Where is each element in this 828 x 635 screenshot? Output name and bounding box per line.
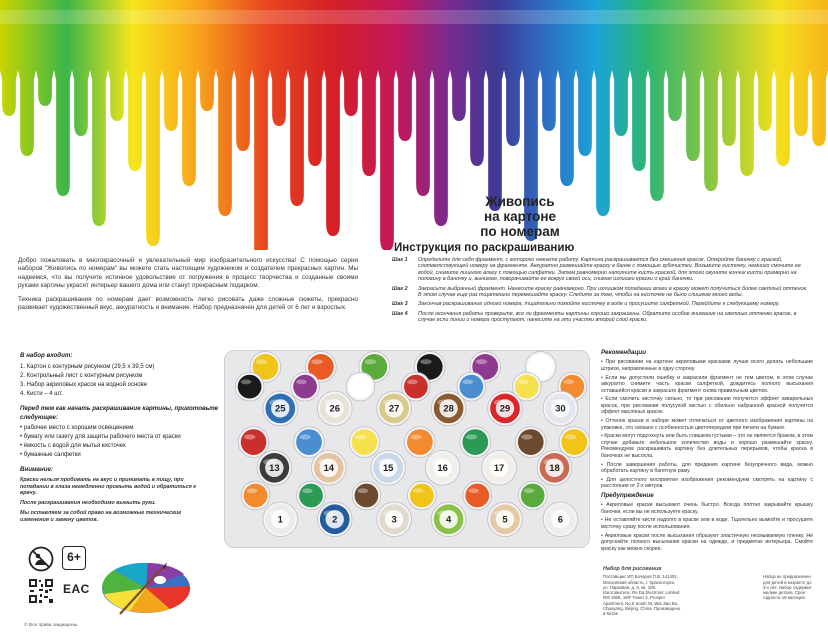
title-line-2: на картоне [483, 209, 557, 224]
age-mark: 6+ [62, 546, 86, 570]
step-text: Закрасьте выбранный фрагмент. Нанесите краску равномерно. При излишком попадании влаги в краску может получиться более светлый оттенок. В этом случае еще раз тщательно перемешайте краску. Следите за тем, чтобы на кисточке не было слишком много воды. [418, 285, 808, 299]
paint-number: 13 [269, 462, 280, 474]
paint-pot-middle [460, 427, 491, 458]
recommendation-item: • Для целостного восприятия изображения рекомендуем смотреть на картину с расстояния от 2-х метров. [601, 477, 813, 490]
step-3 [392, 301, 810, 307]
title-line-1: Живопись [485, 194, 555, 209]
copyright-text: © Все права защищены. [24, 623, 79, 628]
caution-title: Предупреждение [601, 491, 654, 499]
caution-item: • Акриловые краски после высыхания образуют эластичную несмываемую пленку. Не допускайте полного высыхания краски на одежде, и предметах интерьера. Смойте краску как можно скорее. [601, 533, 813, 552]
recommendations-title: Рекомендации [601, 349, 646, 356]
kit-item: 1. Картон с контурным рисунком (29,5 х 39,5 см) [20, 364, 155, 370]
intro-text [18, 257, 358, 317]
step-2 [392, 286, 810, 299]
prep-item: • бумагу или газету для защиты рабочего места от краски [20, 433, 220, 442]
paint-pot-middle [238, 427, 269, 458]
no-small-children-icon [28, 546, 54, 572]
preparation [20, 404, 220, 460]
paint-number: 17 [493, 462, 505, 474]
recommendations [601, 350, 813, 554]
prep-item: • ёмкость с водой для мытья кисточек [20, 442, 220, 451]
paint-number: 15 [382, 462, 394, 474]
instruction-steps [392, 257, 810, 327]
eac-mark: EAC [63, 582, 90, 596]
maker-supplier: Поставщик: ИП Бочаров П.В. 141401, Московская область, г. Красногорск, ул. Парковая, д. 8, кв. 109. Изготовитель: Re Da Electronic Limited RM 1906, 19/F Tower 2, Prosper Apartment, No.6 South St, Wai Jiao Bu, Chaoyang, Beijing, China. Произведено в Китае [603, 574, 681, 617]
title-line-3: по номерам [480, 224, 560, 239]
paint-pot-25 [263, 391, 298, 426]
step-text: Закончив раскрашивание одного номера, тщательно помойте кисточку в воде и просушите салфеткой. Перейдите к следующему номеру. [418, 301, 780, 308]
paint-pot-2 [317, 502, 352, 537]
paint-number: 25 [275, 402, 286, 414]
step-label: Шаг 4 [392, 310, 408, 317]
paint-drip-shape [0, 0, 828, 250]
paint-pot-5 [488, 502, 523, 537]
paint-pot-6 [543, 502, 578, 537]
product-title [420, 194, 620, 239]
intro-paragraph-1: Добро пожаловать в многокрасочный и увлекательный мир изобразительного искусства! С помощью серии наборов "Живопись по номерам" вы можете стать настоящим художником и создателем прекрасных картин. Мы надеемся, что вы получите истинное удовольствие от погружения в процесс творчества и созданные своими руками картины украсят интерьер вашего дома или станут прекрасным подарком. [18, 257, 358, 290]
paint-gloss [0, 10, 828, 24]
paint-pot-18 [537, 450, 572, 485]
paint-pot-26 [317, 391, 352, 426]
step-label: Шаг 1 [392, 257, 408, 263]
recommendation-item: • Если вы допустили ошибку и закрасили фрагмент не тем цветом, в этом случае аккуратно снимите часть краски салфеткой, дождитесь полного высыхания оставшейся краски и закрасьте фрагмент снова правильным цветом. [601, 375, 813, 394]
recommendation-item: • Оттенок краски в наборе может отличаться от цветного изображения картины на упаковке, это связано с особенностью цветопередачи при печати на бумаге. [601, 418, 813, 431]
recommendation-item: • Если смочить кисточку сильно, то при рисовании получится эффект акварельных красок, при рисовании полусухой кистью с обильно набранной краской получится эффект масляных красок. [601, 396, 813, 415]
paint-pot-3 [377, 502, 412, 537]
paint-number: 5 [502, 513, 508, 525]
kit-item: 4. Кисти – 4 шт. [20, 391, 63, 397]
prep-item: • бумажные салфетки [20, 451, 220, 460]
instructions-title: Инструкция по раскрашиванию [394, 242, 575, 254]
paint-pot-middle [407, 481, 436, 510]
paint-number: 27 [388, 402, 400, 414]
kit-item: 3. Набор акриловых красок на водной основе [20, 382, 148, 388]
paint-pot-middle [352, 481, 381, 510]
paint-number: 14 [323, 462, 335, 474]
paint-pot-14 [311, 450, 346, 485]
caution-list [601, 502, 813, 552]
prep-item: • рабочее место с хорошим освещением [20, 424, 220, 433]
paint-number: 18 [549, 462, 560, 474]
paint-number: 26 [329, 402, 340, 414]
step-text: Определите для себя фрагмент, с которого начнете работу. Картина раскрашивается без смешения красок. Откройте баночку с краской, соответствующей номеру на фрагменте. Аккуратно размешайте краску в банке с помощью зубочистки. Возьмите кисточку, немного смочите ее водой, снимите лишнюю влагу с помощью салфетки. Затем равномерно наполните кисть краской, для этого окуните кончик кисти примерно на половину в баночку и, вынимая, поворачивайте ее вокруг своей оси, снимая излишки краски о край баночки. [418, 257, 801, 283]
prep-title: Перед тем как начать раскрашивание картины, приготовьте следующее: [20, 405, 219, 421]
paint-pot-4 [431, 502, 466, 537]
kit-item: 2. Контрольный лист с контурным рисунком [20, 373, 143, 379]
paint-drips-header [0, 0, 828, 250]
paint-pot-1 [263, 502, 298, 537]
paint-pot-middle [291, 372, 320, 401]
paint-number: 3 [391, 513, 397, 525]
paint-pot-middle [349, 427, 380, 458]
kit-contents [20, 351, 220, 399]
paint-number: 4 [445, 513, 452, 525]
warning-text-3: Мы оставляем за собой право на возможные технические изменения и замену цветов. [20, 509, 182, 523]
maker-title: Набор для рисования [603, 566, 662, 572]
paint-number: 1 [277, 513, 283, 525]
paint-pot-27 [377, 391, 412, 426]
paint-number: 6 [557, 513, 564, 525]
paint-pot-15 [371, 450, 406, 485]
warning-text-1: Краски нельзя пробовать на вкус и принимать в пищу, при попадании в глаза немедленно промыть водой и обратиться к врачу. [20, 476, 196, 497]
paint-pot-17 [482, 450, 517, 485]
paint-pot-28 [431, 391, 466, 426]
paint-pot-29 [488, 391, 523, 426]
paint-pot-30 [543, 391, 578, 426]
paint-number: 30 [555, 402, 566, 414]
step-label: Шаг 3 [392, 301, 408, 308]
recommendation-item: • При рисовании на картоне акриловыми красками лучше всего делать небольшие штрихи, направленные в одну сторону. [601, 359, 813, 372]
paint-pot-middle [515, 427, 546, 458]
paint-pot-middle [241, 481, 270, 510]
recommendations-list [601, 359, 813, 489]
kit-title: В набор входит: [20, 352, 73, 359]
step-1 [392, 257, 810, 283]
recommendation-item: • После завершения работы, для придания картине безупречного вида, можно обработать картину в багетную раму. [601, 462, 813, 475]
caution-item: • Акриловые краски высыхают очень быстро. Всегда плотно закрывайте крышку баночки, если вы не используете краску. [601, 502, 813, 515]
step-label: Шаг 2 [392, 285, 408, 292]
paint-pot-middle [518, 481, 547, 510]
prep-list [20, 424, 220, 460]
paint-pot-middle [405, 427, 436, 458]
paint-number: 16 [437, 462, 448, 474]
paint-pot-middle [346, 372, 375, 401]
step-text: После окончания работы проверьте, все ли фрагменты картины хорошо закрашены. Обратите особое внимание на светлые оттенки красок, в случае если линии и номера проступают, нанесите на эти участки второй слой краски. [418, 310, 797, 324]
manufacturer-info [603, 567, 813, 617]
kit-list [20, 363, 220, 399]
paint-pots-tray [224, 350, 590, 548]
step-4 [392, 311, 810, 324]
paint-pot-16 [425, 450, 460, 485]
paint-number: 28 [443, 402, 454, 414]
caution-item: • Не оставляйте кисти надолго в краске или в воде. Тщательно вымойте и просушите кисточку сразу после использования. [601, 517, 813, 530]
maker-columns [603, 574, 813, 616]
maker-notes: Набор не предназначен для детей в возрасте до 3-х лет. Набор содержит мелкие детали. Срок годности 18 месяцев. [763, 574, 812, 601]
qr-code-icon [28, 578, 54, 604]
recommendation-item: • Краски могут подсохнуть или быть слишком густыми – это не является браком, в этом случае добавьте небольшое количество воды и хорошо размешайте краску. Рекомендуем раскрашивать картину без длительных перерывов, чтобы краска в баночках не высохла. [601, 433, 813, 459]
paint-pot-middle [235, 372, 264, 401]
warning-text-2: После раскрашивания необходимо вымыть руки. [20, 500, 156, 507]
paint-number: 29 [499, 402, 511, 414]
intro-paragraph-2: Техника раскрашивания по номерам дает возможность легко рисовать даже сложные сюжеты, прекрасно развивает художественный вкус, аккуратность и внимание. Набор предназначен для детей от 6 лет и взрослых. [18, 295, 358, 312]
paint-pot-middle [297, 481, 326, 510]
paint-palette-logo [100, 556, 196, 616]
paint-pot-middle [463, 481, 492, 510]
warning-title: Внимание: [20, 466, 54, 473]
paint-number: 2 [332, 513, 338, 525]
warning-block [20, 467, 210, 527]
paint-pot-13 [257, 450, 292, 485]
